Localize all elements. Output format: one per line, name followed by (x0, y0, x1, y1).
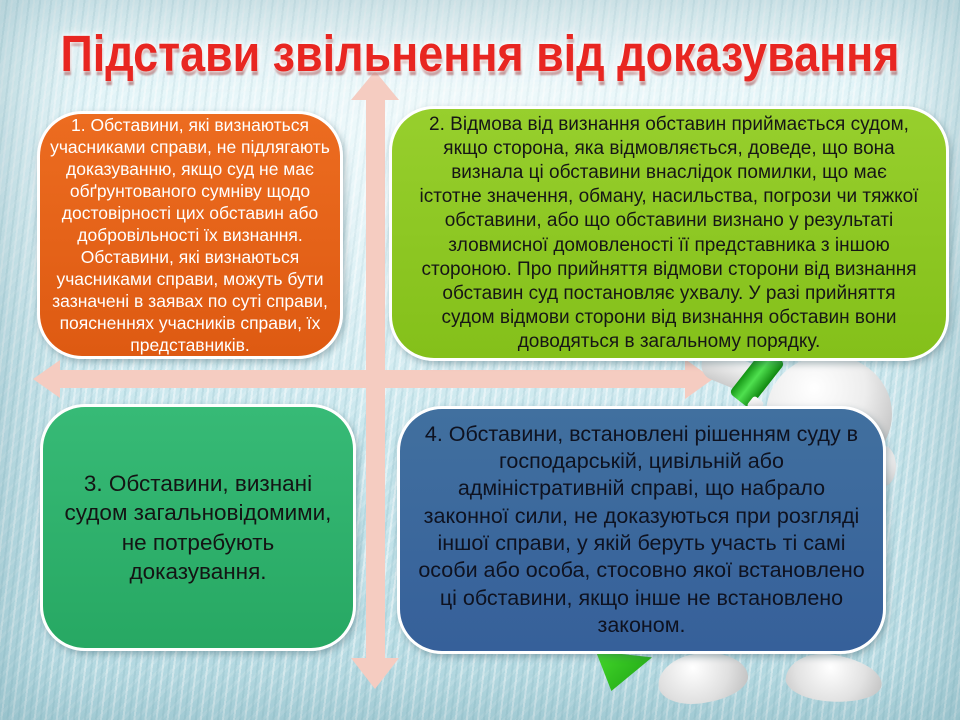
content-box-4 (397, 406, 886, 654)
content-box-3 (40, 404, 356, 651)
slide-title: Підстави звільнення від доказування (60, 25, 900, 82)
content-box-3-text: 3. Обставини, визнані судом загальновідомими, не потребують доказування. (64, 471, 332, 584)
content-box-1 (37, 111, 343, 359)
cross-arrow-horizontal-shaft (56, 370, 688, 388)
content-box-1-text: 1. Обставини, які визнаються учасниками справи, не підлягають доказуванню, якщо суд не має обґрунтованого сумніву щодо достовірності цих обставин або добровільності їх визнання. Обставини, які визнаються учасниками справи, можуть бути зазначені в заявах по суті справи, поясненнях учасників справи, їх представників. (50, 114, 330, 356)
arrow-down-icon (351, 658, 399, 689)
green-marker-tip-icon (594, 651, 652, 691)
content-box-2 (389, 106, 949, 361)
content-box-4-text: 4. Обставини, встановлені рішенням суду в господарській, цивільній або адміністративній справі, що набрало законної сили, не доказуються при розгляді іншої справи, у якій беруть участь ті самі особи або особа, стосовно якої встановлено ці обставини, якщо інше не встановлено законом. (418, 421, 865, 637)
3d-figure-left-foot-icon (656, 648, 751, 707)
content-box-2-text: 2. Відмова від визнання обставин приймається судом, якщо сторона, яка відмовляється, доведе, що вона визнала ці обставини внаслідок помилки, що має істотне значення, обману, насильства, погрози чи тяжкої обставини, або що обставини визнано у результаті зловмисної домовленості її представника з іншою стороною. Про прийняття відмови сторони від визнання обставин суд постановляє ухвалу. У разі прийняття судом відмови сторони від визнання обставин вони доводяться в загальному порядку. (419, 113, 919, 352)
3d-figure-right-foot-icon (783, 649, 884, 707)
arrow-left-icon (33, 360, 60, 398)
